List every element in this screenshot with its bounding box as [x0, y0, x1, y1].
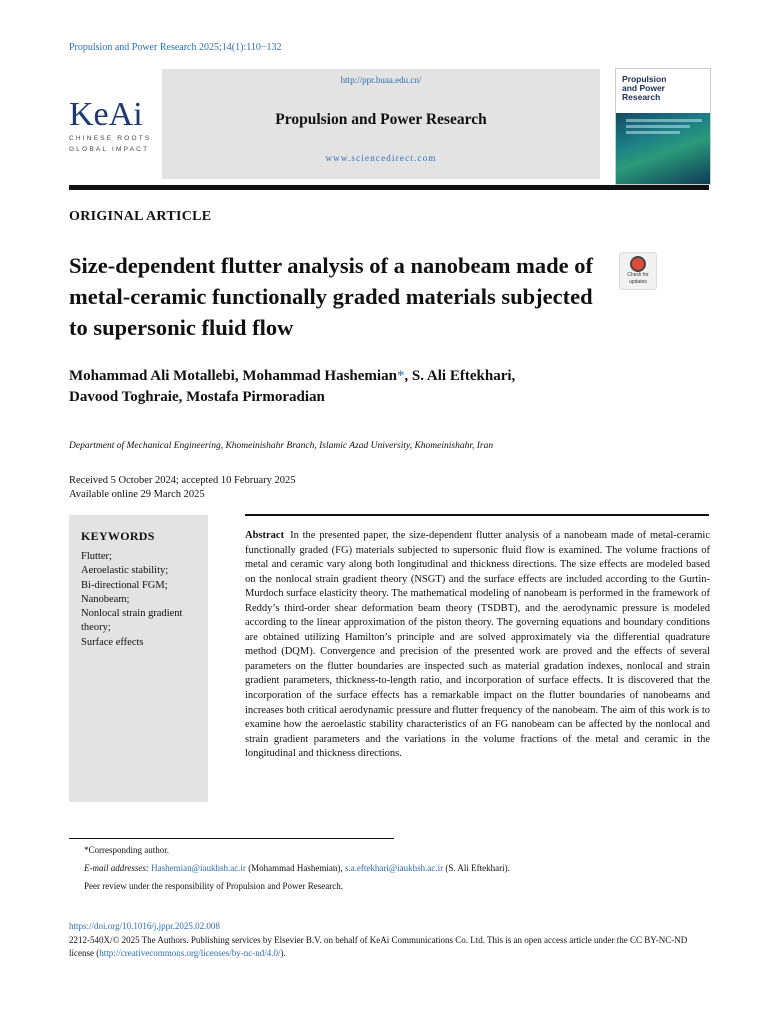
- keywords-heading: KEYWORDS: [81, 529, 155, 543]
- abstract-text: In the presented paper, the size-dependent flutter analysis of a nanobeam made of metal-ceramic functionally graded (FG) materials subjected to supersonic fluid flow is examined. The volume fractions of metal and ceramic vary along both longitudinal and thickness directions. The size effects are modeled based on the nonlocal strain gradient theory (NSGT) and the surface effects are included according to the Gurtin-Murdoch surface elasticity theory. The mathematical modeling of nanobeam is performed in the framework of Reddy’s third-order shear deformation beam theory (TSDBT), and the aerodynamic pressure is modeled according to the linear approximation of the piston theory. The governing equations and boundary conditions are obtained utilizing Hamilton’s principle and are solved approximately via the differential quadrature method (DQM). Convergence and precision of the presented work are proved and the effects of several parameters on the flutter boundaries are inspected such as material gradation indexes, nonlocal and strain gradient parameters, thickness-to-length ratio, and incorporation of surface effects. It is discovered that the incorporation of the surface effects has a remarkable impact on the flutter boundaries of nanobeams and increases both critical aerodynamic pressure and flutter frequency of the nanobeam. The aim of this work is to examine how the aeroelastic stability characteristics of an FG nanobeam can be affected by the nonlocal and strain gradient parameters and the variations in the volume fractions of the metal and ceramic in the longitudinal and thickness directions.: [245, 530, 710, 760]
- email-name-hashemian: (Mohammad Hashemian),: [248, 863, 343, 873]
- email-name-eftekhari: (S. Ali Eftekhari).: [445, 863, 510, 873]
- logo-tagline-2: GLOBAL IMPACT: [69, 146, 150, 153]
- article-dates: [69, 474, 296, 502]
- journal-cover-image[interactable]: [615, 68, 711, 185]
- check-for-updates-button[interactable]: [619, 252, 657, 290]
- keyword-item: Bi-directional FGM;: [81, 579, 168, 591]
- author-list: [69, 366, 669, 408]
- email-link-eftekhari[interactable]: s.a.eftekhari@iaukhsh.ac.ir: [344, 863, 444, 873]
- license-link[interactable]: http://creativecommons.org/licenses/by-nc-nd/4.0/: [99, 947, 281, 958]
- email-label: E-mail addresses:: [84, 863, 149, 873]
- keyword-item: Nonlocal strain gradient theory;: [81, 608, 183, 634]
- peer-review-note: Peer review under the responsibility of Propulsion and Power Research.: [84, 881, 343, 891]
- email-link-hashemian[interactable]: Hashemian@iaukhsh.ac.ir: [151, 863, 246, 873]
- received-accepted-date: Received 5 October 2024; accepted 10 February 2025: [69, 475, 296, 486]
- author-line-1: [69, 366, 669, 387]
- journal-url-link[interactable]: http://ppr.buaa.edu.cn/: [340, 75, 422, 85]
- journal-title: Propulsion and Power Research: [275, 111, 487, 128]
- header-divider: [69, 185, 709, 190]
- journal-citation-link[interactable]: Propulsion and Power Research 2025;14(1):110−132: [69, 42, 282, 53]
- footnotes: [84, 841, 704, 895]
- author-line-2: Davood Toghraie, Mostafa Pirmoradian: [69, 389, 325, 405]
- authors-part-b: , S. Ali Eftekhari,: [404, 368, 516, 384]
- logo-wordmark: KeAi: [69, 96, 143, 133]
- keai-logo: [69, 98, 159, 154]
- license-text: 2212-540X/© 2025 The Authors. Publishing services by Elsevier B.V. on behalf of KeAi Communications Co. Ltd. This is an open access article under the CC BY-NC-ND license (: [69, 935, 688, 958]
- badge-label-2: updates: [629, 278, 647, 285]
- email-line: [84, 859, 704, 877]
- keyword-item: Nanobeam;: [81, 593, 130, 605]
- keyword-item: Aeroelastic stability;: [81, 565, 169, 577]
- corresponding-author-star-link[interactable]: *: [396, 368, 405, 384]
- authors-part-a: Mohammad Ali Motallebi, Mohammad Hashemian: [69, 368, 397, 384]
- keywords-list: [81, 550, 201, 650]
- check-updates-icon: [630, 256, 646, 272]
- license-notice: [69, 934, 711, 959]
- journal-header: [162, 69, 600, 179]
- abstract-heading: Abstract: [245, 530, 285, 541]
- article-type: ORIGINAL ARTICLE: [69, 209, 212, 224]
- keyword-item: Surface effects: [81, 636, 144, 648]
- doi-link[interactable]: https://doi.org/10.1016/j.jppr.2025.02.008: [69, 921, 220, 931]
- cover-artwork: [616, 113, 710, 184]
- abstract-divider: [245, 514, 709, 516]
- sciencedirect-link[interactable]: www.sciencedirect.com: [325, 153, 437, 163]
- article-title: Size-dependent flutter analysis of a nanobeam made of metal-ceramic functionally graded materials subjected to supersonic fluid flow: [69, 253, 593, 340]
- license-close: ).: [280, 947, 286, 958]
- online-date: Available online 29 March 2025: [69, 489, 205, 500]
- footnote-divider: [69, 838, 394, 839]
- abstract: [245, 529, 710, 762]
- affiliation: Department of Mechanical Engineering, Khomeinishahr Branch, Islamic Azad University, Khomeinishahr, Iran: [69, 441, 494, 451]
- badge-label-1: Check for: [627, 272, 649, 278]
- keyword-item: Flutter;: [81, 551, 112, 562]
- corresponding-author-note: *Corresponding author.: [84, 845, 169, 855]
- logo-tagline-1: CHINESE ROOTS: [69, 135, 152, 142]
- cover-title: Propulsion and Power Research: [622, 74, 667, 102]
- keywords-panel: [69, 515, 208, 802]
